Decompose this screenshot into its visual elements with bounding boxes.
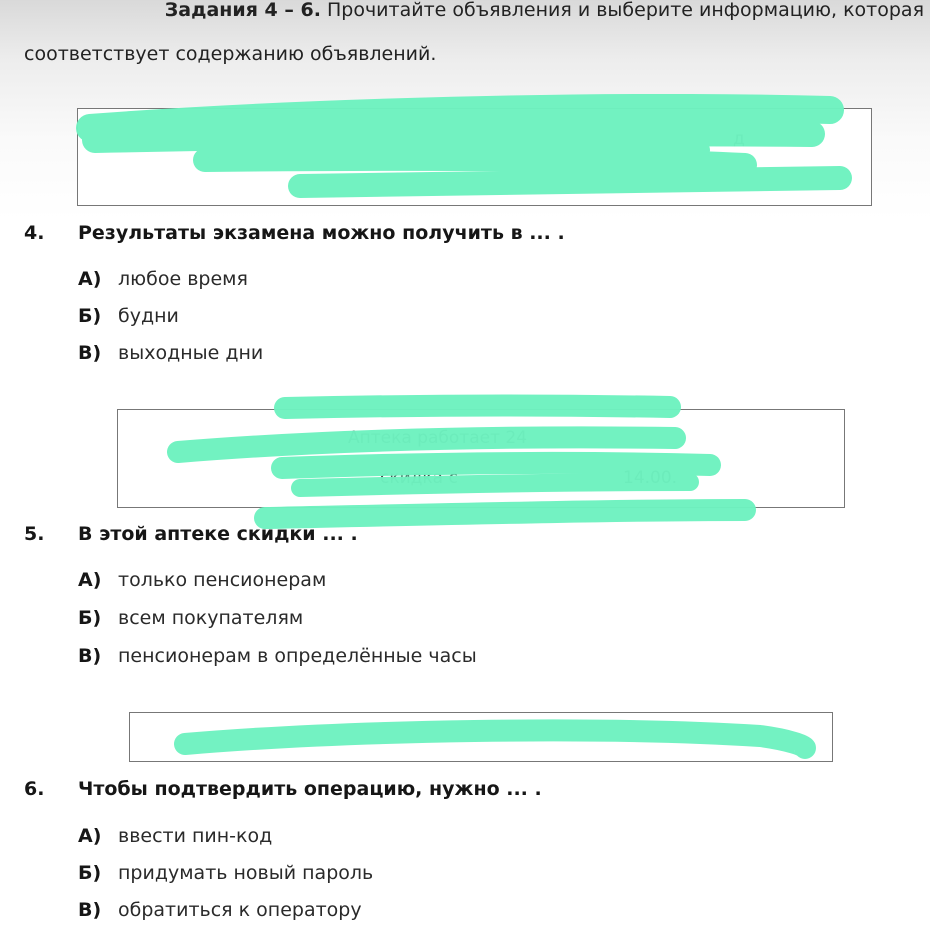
- question-4: [24, 222, 565, 244]
- option-text: любое время: [118, 268, 248, 290]
- question-6-option-b[interactable]: [78, 862, 373, 884]
- question-6-option-c[interactable]: [78, 899, 362, 921]
- question-5-number: 5.: [24, 523, 45, 545]
- ad-box-2: [117, 409, 845, 508]
- option-text: ввести пин-код: [118, 825, 273, 847]
- question-4-option-b[interactable]: [78, 305, 179, 327]
- question-5: [24, 523, 358, 545]
- ad-box-3: [129, 712, 833, 762]
- option-letter: В): [78, 899, 102, 921]
- instructions-lead: Задания 4 – 6.: [164, 0, 321, 21]
- ad-2-text-a: Аптека работает 24: [348, 428, 528, 448]
- instructions-line-1-text: Прочитайте объявления и выберите информацию, которая: [326, 0, 924, 21]
- option-text: выходные дни: [118, 342, 264, 364]
- question-5-option-b[interactable]: [78, 607, 303, 629]
- instructions-line-2: соответствует содержанию объявлений.: [24, 43, 437, 65]
- option-letter: Б): [78, 862, 102, 884]
- option-text: всем покупателям: [118, 607, 304, 629]
- option-text: будни: [118, 305, 179, 327]
- question-4-option-c[interactable]: [78, 342, 263, 364]
- question-5-option-a[interactable]: [78, 569, 326, 591]
- option-letter: А): [78, 268, 102, 290]
- scribble-stroke: [285, 406, 670, 408]
- option-text: пенсионерам в определённые часы: [118, 645, 477, 667]
- question-6-text: Чтобы подтвердить операцию, нужно ... .: [78, 778, 542, 800]
- ad-2-text-b: скидка с: [380, 468, 458, 488]
- option-text: придумать новый пароль: [118, 862, 374, 884]
- ad-box-1: [77, 108, 872, 206]
- question-4-number: 4.: [24, 222, 45, 244]
- instructions-line-1: [76, 0, 924, 32]
- option-letter: В): [78, 645, 102, 667]
- option-letter: А): [78, 825, 102, 847]
- question-5-text: В этой аптеке скидки ... .: [78, 523, 358, 545]
- question-4-text: Результаты экзамена можно получить в ... .: [78, 222, 565, 244]
- ad-2-text-c: 14.00.: [623, 468, 678, 488]
- question-6-number: 6.: [24, 778, 45, 800]
- option-text: обратиться к оператору: [118, 899, 362, 921]
- question-6-option-a[interactable]: [78, 825, 272, 847]
- option-letter: В): [78, 342, 102, 364]
- question-5-option-c[interactable]: [78, 645, 477, 667]
- question-4-option-a[interactable]: [78, 268, 248, 290]
- option-text: только пенсионерам: [118, 569, 327, 591]
- ad-1-text: д: [733, 129, 745, 149]
- question-6: [24, 778, 542, 800]
- instructions: [24, 0, 924, 76]
- option-letter: Б): [78, 305, 102, 327]
- option-letter: Б): [78, 607, 102, 629]
- scribble-stroke: [265, 510, 745, 518]
- option-letter: А): [78, 569, 102, 591]
